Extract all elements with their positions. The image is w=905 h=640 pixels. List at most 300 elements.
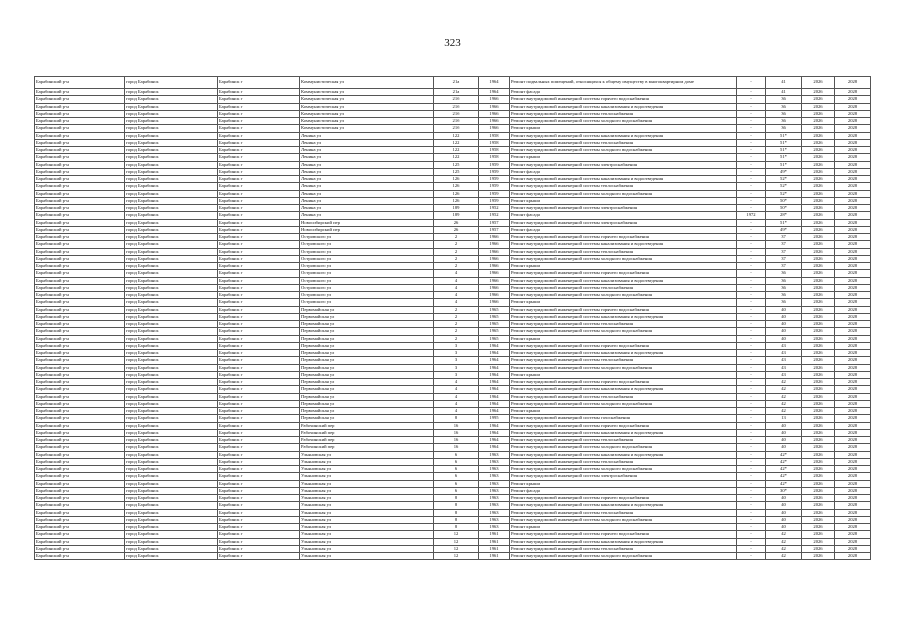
work-type-cell: Ремонт крыши xyxy=(510,371,737,378)
wear-percent-cell: 37 xyxy=(766,263,802,270)
municipality-cell: город Барабинск xyxy=(125,154,218,161)
table-row xyxy=(35,77,871,89)
build-year-cell: 1995 xyxy=(479,415,510,422)
period-start-cell: 2026 xyxy=(802,364,835,371)
district-cell: Барабинский р-н xyxy=(35,219,125,226)
municipality-cell: город Барабинск xyxy=(125,226,218,233)
wear-percent-cell: 41 xyxy=(766,89,802,96)
locality-cell: Барабинск г xyxy=(218,342,300,349)
locality-cell: Барабинск г xyxy=(218,270,300,277)
house-number-cell: 21а xyxy=(434,89,479,96)
locality-cell: Барабинск г xyxy=(218,357,300,364)
district-cell: Барабинский р-н xyxy=(35,444,125,451)
table-row xyxy=(35,444,871,451)
district-cell: Барабинский р-н xyxy=(35,321,125,328)
work-type-cell: Ремонт внутридомовой инженерной системы канализования и водоотведения xyxy=(510,103,737,110)
house-number-cell: 3 xyxy=(434,371,479,378)
locality-cell: Барабинск г xyxy=(218,408,300,415)
period-start-cell: 2026 xyxy=(802,161,835,168)
street-cell: Первомайская ул xyxy=(300,328,434,335)
period-end-cell: 2028 xyxy=(835,545,871,552)
build-year-cell: 1964 xyxy=(479,89,510,96)
build-year-cell: 1963 xyxy=(479,487,510,494)
municipality-cell: город Барабинск xyxy=(125,364,218,371)
table-row xyxy=(35,429,871,436)
build-year-cell: 1958 xyxy=(479,147,510,154)
locality-cell: Барабинск г xyxy=(218,147,300,154)
district-cell: Барабинский р-н xyxy=(35,306,125,313)
municipality-cell: город Барабинск xyxy=(125,480,218,487)
district-cell: Барабинский р-н xyxy=(35,466,125,473)
house-number-cell: 126 xyxy=(434,197,479,204)
last-repair-year-cell: - xyxy=(737,429,766,436)
last-repair-year-cell: - xyxy=(737,77,766,89)
table-row xyxy=(35,538,871,545)
table-row xyxy=(35,96,871,103)
period-end-cell: 2028 xyxy=(835,161,871,168)
build-year-cell: 1966 xyxy=(479,299,510,306)
house-number-cell: 2 xyxy=(434,335,479,342)
period-end-cell: 2028 xyxy=(835,371,871,378)
work-type-cell: Ремонт внутридомовой инженерной системы теплоснабжения xyxy=(510,139,737,146)
last-repair-year-cell: 1972 xyxy=(737,212,766,219)
house-number-cell: 21б xyxy=(434,103,479,110)
street-cell: Островского ул xyxy=(300,263,434,270)
last-repair-year-cell: - xyxy=(737,379,766,386)
period-start-cell: 2026 xyxy=(802,255,835,262)
municipality-cell: город Барабинск xyxy=(125,176,218,183)
district-cell: Барабинский р-н xyxy=(35,350,125,357)
build-year-cell: 1961 xyxy=(479,531,510,538)
locality-cell: Барабинск г xyxy=(218,183,300,190)
last-repair-year-cell: - xyxy=(737,110,766,117)
work-type-cell: Ремонт внутридомовой инженерной системы теплоснабжения xyxy=(510,357,737,364)
last-repair-year-cell: - xyxy=(737,371,766,378)
period-end-cell: 2028 xyxy=(835,96,871,103)
last-repair-year-cell: - xyxy=(737,190,766,197)
municipality-cell: город Барабинск xyxy=(125,132,218,139)
house-number-cell: 2 xyxy=(434,306,479,313)
locality-cell: Барабинск г xyxy=(218,197,300,204)
municipality-cell: город Барабинск xyxy=(125,342,218,349)
last-repair-year-cell: - xyxy=(737,197,766,204)
period-end-cell: 2028 xyxy=(835,502,871,509)
work-type-cell: Ремонт внутридомовой инженерной системы горячего водоснабжения xyxy=(510,96,737,103)
municipality-cell: город Барабинск xyxy=(125,444,218,451)
build-year-cell: 1966 xyxy=(479,96,510,103)
wear-percent-cell: 28* xyxy=(766,212,802,219)
work-type-cell: Ремонт внутридомовой инженерной системы теплоснабжения xyxy=(510,110,737,117)
wear-percent-cell: 36 xyxy=(766,270,802,277)
build-year-cell: 1965 xyxy=(479,306,510,313)
work-type-cell: Ремонт внутридомовой инженерной системы горячего водоснабжения xyxy=(510,495,737,502)
last-repair-year-cell: - xyxy=(737,205,766,212)
table-row xyxy=(35,154,871,161)
street-cell: Ульяновская ул xyxy=(300,553,434,560)
house-number-cell: 6 xyxy=(434,487,479,494)
period-end-cell: 2028 xyxy=(835,321,871,328)
district-cell: Барабинский р-н xyxy=(35,248,125,255)
wear-percent-cell: 42* xyxy=(766,473,802,480)
period-start-cell: 2026 xyxy=(802,444,835,451)
street-cell: Рабочинский пер xyxy=(300,422,434,429)
period-start-cell: 2026 xyxy=(802,183,835,190)
locality-cell: Барабинск г xyxy=(218,292,300,299)
build-year-cell: 1964 xyxy=(479,379,510,386)
period-start-cell: 2026 xyxy=(802,451,835,458)
build-year-cell: 1966 xyxy=(479,263,510,270)
house-number-cell: 26 xyxy=(434,219,479,226)
municipality-cell: город Барабинск xyxy=(125,183,218,190)
work-type-cell: Ремонт внутридомовой инженерной системы канализования и водоотведения xyxy=(510,386,737,393)
street-cell: Первомайская ул xyxy=(300,321,434,328)
period-end-cell: 2028 xyxy=(835,400,871,407)
house-number-cell: 8 xyxy=(434,502,479,509)
municipality-cell: город Барабинск xyxy=(125,299,218,306)
period-end-cell: 2028 xyxy=(835,118,871,125)
locality-cell: Барабинск г xyxy=(218,139,300,146)
period-start-cell: 2026 xyxy=(802,480,835,487)
locality-cell: Барабинск г xyxy=(218,480,300,487)
work-type-cell: Ремонт внутридомовой инженерной системы теплоснабжения xyxy=(510,183,737,190)
district-cell: Барабинский р-н xyxy=(35,531,125,538)
district-cell: Барабинский р-н xyxy=(35,197,125,204)
locality-cell: Барабинск г xyxy=(218,437,300,444)
wear-percent-cell: 52* xyxy=(766,183,802,190)
period-end-cell: 2028 xyxy=(835,335,871,342)
period-end-cell: 2028 xyxy=(835,205,871,212)
locality-cell: Барабинск г xyxy=(218,415,300,422)
period-end-cell: 2028 xyxy=(835,553,871,560)
street-cell: Ленина ул xyxy=(300,154,434,161)
locality-cell: Барабинск г xyxy=(218,306,300,313)
locality-cell: Барабинск г xyxy=(218,429,300,436)
build-year-cell: 1958 xyxy=(479,132,510,139)
locality-cell: Барабинск г xyxy=(218,241,300,248)
period-end-cell: 2028 xyxy=(835,89,871,96)
wear-percent-cell: 50* xyxy=(766,197,802,204)
municipality-cell: город Барабинск xyxy=(125,212,218,219)
table-row xyxy=(35,176,871,183)
build-year-cell: 1963 xyxy=(479,451,510,458)
house-number-cell: 3 xyxy=(434,350,479,357)
table-row xyxy=(35,299,871,306)
table-row xyxy=(35,139,871,146)
work-type-cell: Ремонт внутридомовой инженерной системы электроснабжения xyxy=(510,473,737,480)
wear-percent-cell: 42 xyxy=(766,379,802,386)
municipality-cell: город Барабинск xyxy=(125,96,218,103)
wear-percent-cell: 42 xyxy=(766,393,802,400)
table-row xyxy=(35,205,871,212)
house-number-cell: 4 xyxy=(434,299,479,306)
district-cell: Барабинский р-н xyxy=(35,357,125,364)
house-number-cell: 8 xyxy=(434,516,479,523)
street-cell: Ленина ул xyxy=(300,176,434,183)
build-year-cell: 1963 xyxy=(479,495,510,502)
table-row xyxy=(35,313,871,320)
street-cell: Ленина ул xyxy=(300,168,434,175)
house-number-cell: 189 xyxy=(434,212,479,219)
district-cell: Барабинский р-н xyxy=(35,400,125,407)
build-year-cell: 1959 xyxy=(479,197,510,204)
wear-percent-cell: 42 xyxy=(766,400,802,407)
last-repair-year-cell: - xyxy=(737,524,766,531)
work-type-cell: Ремонт внутридомовой инженерной системы теплоснабжения xyxy=(510,321,737,328)
period-end-cell: 2028 xyxy=(835,212,871,219)
period-start-cell: 2026 xyxy=(802,429,835,436)
work-type-cell: Ремонт крыши xyxy=(510,154,737,161)
table-row xyxy=(35,545,871,552)
build-year-cell: 1958 xyxy=(479,139,510,146)
municipality-cell: город Барабинск xyxy=(125,545,218,552)
house-number-cell: 4 xyxy=(434,408,479,415)
wear-percent-cell: 43 xyxy=(766,357,802,364)
wear-percent-cell: 51* xyxy=(766,154,802,161)
work-type-cell: Ремонт внутридомовой инженерной системы канализования и водоотведения xyxy=(510,313,737,320)
municipality-cell: город Барабинск xyxy=(125,205,218,212)
house-number-cell: 4 xyxy=(434,292,479,299)
build-year-cell: 1966 xyxy=(479,125,510,132)
municipality-cell: город Барабинск xyxy=(125,161,218,168)
house-number-cell: 16 xyxy=(434,437,479,444)
district-cell: Барабинский р-н xyxy=(35,553,125,560)
work-type-cell: Ремонт внутридомовой инженерной системы горячего водоснабжения xyxy=(510,531,737,538)
house-number-cell: 122 xyxy=(434,139,479,146)
locality-cell: Барабинск г xyxy=(218,255,300,262)
period-start-cell: 2026 xyxy=(802,408,835,415)
house-number-cell: 16 xyxy=(434,444,479,451)
street-cell: Ульяновская ул xyxy=(300,531,434,538)
last-repair-year-cell: - xyxy=(737,219,766,226)
district-cell: Барабинский р-н xyxy=(35,183,125,190)
last-repair-year-cell: - xyxy=(737,299,766,306)
period-end-cell: 2028 xyxy=(835,386,871,393)
street-cell: Первомайская ул xyxy=(300,386,434,393)
build-year-cell: 1966 xyxy=(479,255,510,262)
street-cell: Ульяновская ул xyxy=(300,538,434,545)
build-year-cell: 1959 xyxy=(479,190,510,197)
wear-percent-cell: 42* xyxy=(766,480,802,487)
period-end-cell: 2028 xyxy=(835,139,871,146)
street-cell: Ульяновская ул xyxy=(300,466,434,473)
wear-percent-cell: 42* xyxy=(766,466,802,473)
wear-percent-cell: 36 xyxy=(766,299,802,306)
period-end-cell: 2028 xyxy=(835,393,871,400)
municipality-cell: город Барабинск xyxy=(125,451,218,458)
locality-cell: Барабинск г xyxy=(218,444,300,451)
locality-cell: Барабинск г xyxy=(218,400,300,407)
district-cell: Барабинский р-н xyxy=(35,422,125,429)
locality-cell: Барабинск г xyxy=(218,422,300,429)
wear-percent-cell: 42 xyxy=(766,538,802,545)
house-number-cell: 126 xyxy=(434,183,479,190)
locality-cell: Барабинск г xyxy=(218,161,300,168)
street-cell: Ульяновская ул xyxy=(300,458,434,465)
period-start-cell: 2026 xyxy=(802,328,835,335)
last-repair-year-cell: - xyxy=(737,183,766,190)
period-start-cell: 2026 xyxy=(802,226,835,233)
locality-cell: Барабинск г xyxy=(218,386,300,393)
locality-cell: Барабинск г xyxy=(218,77,300,89)
build-year-cell: 1957 xyxy=(479,219,510,226)
wear-percent-cell: 36 xyxy=(766,125,802,132)
house-number-cell: 6 xyxy=(434,458,479,465)
period-start-cell: 2026 xyxy=(802,538,835,545)
period-end-cell: 2028 xyxy=(835,241,871,248)
locality-cell: Барабинск г xyxy=(218,277,300,284)
locality-cell: Барабинск г xyxy=(218,545,300,552)
period-end-cell: 2028 xyxy=(835,183,871,190)
last-repair-year-cell: - xyxy=(737,234,766,241)
period-end-cell: 2028 xyxy=(835,357,871,364)
build-year-cell: 1957 xyxy=(479,226,510,233)
period-start-cell: 2026 xyxy=(802,125,835,132)
street-cell: Первомайская ул xyxy=(300,357,434,364)
municipality-cell: город Барабинск xyxy=(125,118,218,125)
wear-percent-cell: 42 xyxy=(766,545,802,552)
table-row xyxy=(35,466,871,473)
work-type-cell: Ремонт внутридомовой инженерной системы холодного водоснабжения xyxy=(510,147,737,154)
wear-percent-cell: 43 xyxy=(766,342,802,349)
period-start-cell: 2026 xyxy=(802,509,835,516)
municipality-cell: город Барабинск xyxy=(125,357,218,364)
period-end-cell: 2028 xyxy=(835,487,871,494)
period-start-cell: 2026 xyxy=(802,168,835,175)
table-row xyxy=(35,168,871,175)
period-end-cell: 2028 xyxy=(835,516,871,523)
last-repair-year-cell: - xyxy=(737,168,766,175)
municipality-cell: город Барабинск xyxy=(125,255,218,262)
wear-percent-cell: 40 xyxy=(766,437,802,444)
street-cell: Ульяновская ул xyxy=(300,487,434,494)
district-cell: Барабинский р-н xyxy=(35,429,125,436)
work-type-cell: Ремонт внутридомовой инженерной системы канализования и водоотведения xyxy=(510,176,737,183)
period-end-cell: 2028 xyxy=(835,125,871,132)
table-row xyxy=(35,335,871,342)
period-start-cell: 2026 xyxy=(802,139,835,146)
district-cell: Барабинский р-н xyxy=(35,118,125,125)
district-cell: Барабинский р-н xyxy=(35,473,125,480)
district-cell: Барабинский р-н xyxy=(35,415,125,422)
build-year-cell: 1964 xyxy=(479,429,510,436)
municipality-cell: город Барабинск xyxy=(125,168,218,175)
wear-percent-cell: 36 xyxy=(766,103,802,110)
locality-cell: Барабинск г xyxy=(218,212,300,219)
table-row xyxy=(35,270,871,277)
street-cell: Первомайская ул xyxy=(300,350,434,357)
street-cell: Островского ул xyxy=(300,241,434,248)
build-year-cell: 1964 xyxy=(479,393,510,400)
period-end-cell: 2028 xyxy=(835,458,871,465)
table-row xyxy=(35,553,871,560)
wear-percent-cell: 36 xyxy=(766,284,802,291)
work-type-cell: Ремонт внутридомовой инженерной системы горячего водоснабжения xyxy=(510,234,737,241)
work-type-cell: Ремонт внутридомовой инженерной системы холодного водоснабжения xyxy=(510,292,737,299)
municipality-cell: город Барабинск xyxy=(125,487,218,494)
table-row xyxy=(35,277,871,284)
district-cell: Барабинский р-н xyxy=(35,495,125,502)
district-cell: Барабинский р-н xyxy=(35,190,125,197)
work-type-cell: Ремонт внутридомовой инженерной системы теплоснабжения xyxy=(510,437,737,444)
municipality-cell: город Барабинск xyxy=(125,321,218,328)
house-number-cell: 4 xyxy=(434,386,479,393)
locality-cell: Барабинск г xyxy=(218,393,300,400)
build-year-cell: 1965 xyxy=(479,313,510,320)
period-end-cell: 2028 xyxy=(835,197,871,204)
house-number-cell: 12 xyxy=(434,553,479,560)
house-number-cell: 21б xyxy=(434,110,479,117)
work-type-cell: Ремонт внутридомовой инженерной системы горячего водоснабжения xyxy=(510,379,737,386)
district-cell: Барабинский р-н xyxy=(35,502,125,509)
build-year-cell: 1959 xyxy=(479,183,510,190)
wear-percent-cell: 40 xyxy=(766,502,802,509)
house-number-cell: 8 xyxy=(434,524,479,531)
house-number-cell: 122 xyxy=(434,154,479,161)
district-cell: Барабинский р-н xyxy=(35,524,125,531)
period-end-cell: 2028 xyxy=(835,466,871,473)
work-type-cell: Ремонт крыши xyxy=(510,125,737,132)
municipality-cell: город Барабинск xyxy=(125,379,218,386)
period-start-cell: 2026 xyxy=(802,437,835,444)
period-end-cell: 2028 xyxy=(835,277,871,284)
street-cell: Первомайская ул xyxy=(300,313,434,320)
build-year-cell: 1959 xyxy=(479,161,510,168)
table-row xyxy=(35,531,871,538)
table-row xyxy=(35,357,871,364)
period-end-cell: 2028 xyxy=(835,77,871,89)
street-cell: Ленина ул xyxy=(300,161,434,168)
period-start-cell: 2026 xyxy=(802,205,835,212)
period-end-cell: 2028 xyxy=(835,495,871,502)
street-cell: Островского ул xyxy=(300,299,434,306)
table-row xyxy=(35,183,871,190)
period-end-cell: 2028 xyxy=(835,132,871,139)
district-cell: Барабинский р-н xyxy=(35,270,125,277)
period-start-cell: 2026 xyxy=(802,502,835,509)
table-row xyxy=(35,284,871,291)
last-repair-year-cell: - xyxy=(737,103,766,110)
period-start-cell: 2026 xyxy=(802,176,835,183)
wear-percent-cell: 36 xyxy=(766,277,802,284)
house-number-cell: 12 xyxy=(434,538,479,545)
district-cell: Барабинский р-н xyxy=(35,328,125,335)
build-year-cell: 1961 xyxy=(479,538,510,545)
wear-percent-cell: 30* xyxy=(766,487,802,494)
last-repair-year-cell: - xyxy=(737,357,766,364)
last-repair-year-cell: - xyxy=(737,125,766,132)
municipality-cell: город Барабинск xyxy=(125,495,218,502)
wear-percent-cell: 37 xyxy=(766,255,802,262)
work-type-cell: Ремонт внутридомовой инженерной системы канализования и водоотведения xyxy=(510,429,737,436)
period-start-cell: 2026 xyxy=(802,147,835,154)
locality-cell: Барабинск г xyxy=(218,350,300,357)
work-type-cell: Ремонт внутридомовой инженерной системы электроснабжения xyxy=(510,219,737,226)
municipality-cell: город Барабинск xyxy=(125,509,218,516)
wear-percent-cell: 51* xyxy=(766,161,802,168)
house-number-cell: 6 xyxy=(434,480,479,487)
municipality-cell: город Барабинск xyxy=(125,437,218,444)
district-cell: Барабинский р-н xyxy=(35,299,125,306)
house-number-cell: 126 xyxy=(434,190,479,197)
locality-cell: Барабинск г xyxy=(218,176,300,183)
house-number-cell: 12 xyxy=(434,531,479,538)
last-repair-year-cell: - xyxy=(737,284,766,291)
work-type-cell: Ремонт внутридомовой инженерной системы теплоснабжения xyxy=(510,393,737,400)
wear-percent-cell: 37 xyxy=(766,234,802,241)
house-number-cell: 189 xyxy=(434,205,479,212)
house-number-cell: 122 xyxy=(434,147,479,154)
period-end-cell: 2028 xyxy=(835,437,871,444)
